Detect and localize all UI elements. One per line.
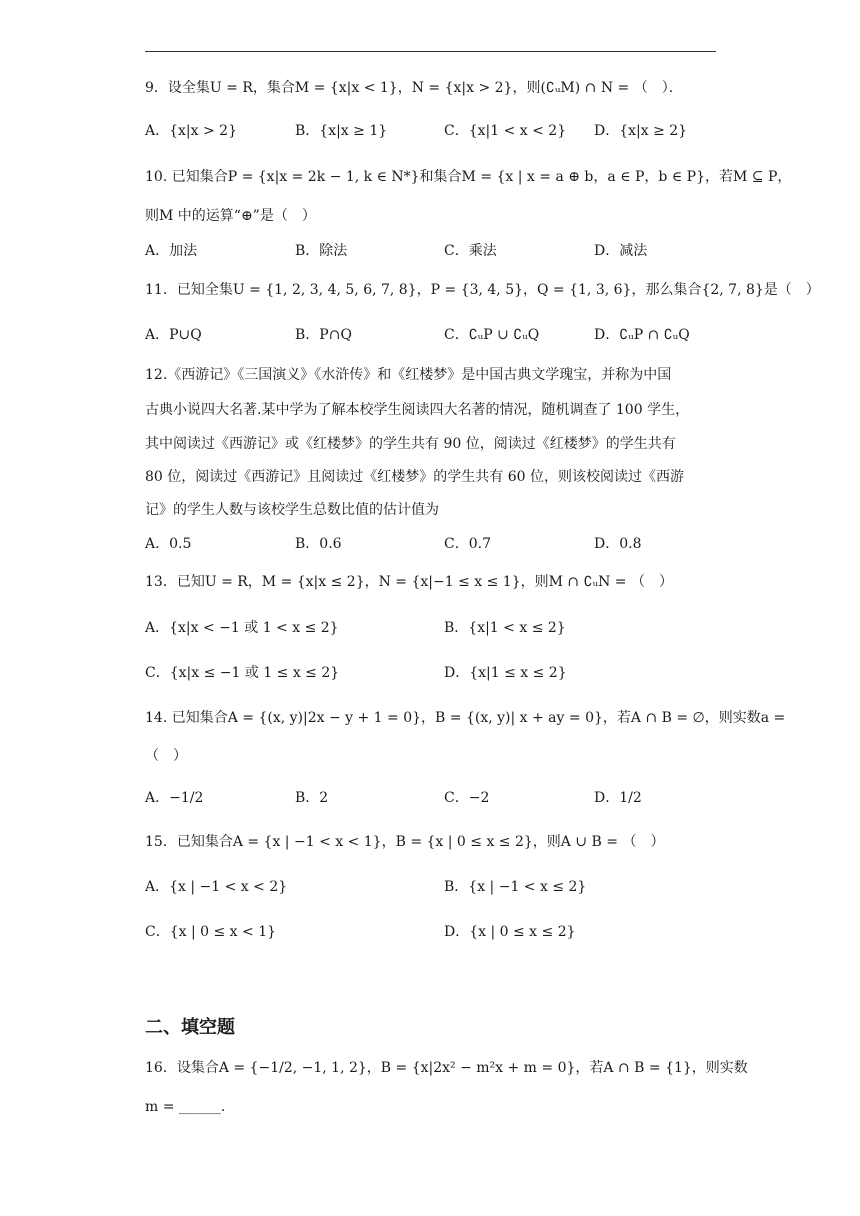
q10-option-b: B．除法 <box>295 243 348 259</box>
header-rule <box>145 51 716 52</box>
question-16-stem: 16．设集合A = {−1/2, −1, 1, 2}，B = {x|2x² − m²x + m = 0}，若A ∩ B = {1}，则实数 <box>145 1060 748 1076</box>
question-13-stem: 13．已知U = R，M = {x|x ≤ 2}，N = {x|−1 ≤ x ≤ 1}，则M ∩ ∁ᵤN = （ ） <box>145 574 673 590</box>
q15-option-b: B．{x | −1 < x ≤ 2} <box>444 879 587 895</box>
q9-option-c: C．{x|1 < x < 2} <box>444 123 567 139</box>
q12-option-a: A．0.5 <box>145 536 192 552</box>
question-11-stem: 11．已知全集U = {1, 2, 3, 4, 5, 6, 7, 8}，P = {3, 4, 5}，Q = {1, 3, 6}，那么集合{2, 7, 8}是（ ） <box>145 282 820 298</box>
q11-option-c: C．∁ᵤP ∪ ∁ᵤQ <box>444 327 540 343</box>
q13-option-d: D．{x|1 ≤ x ≤ 2} <box>444 665 567 681</box>
q14-option-c: C．−2 <box>444 790 490 806</box>
question-12-line-1: 12.《西游记》《三国演义》《水浒传》和《红楼梦》是中国古典文学瑰宝，并称为中国 <box>145 367 672 383</box>
q12-option-b: B．0.6 <box>295 536 342 552</box>
q14-option-a: A．−1/2 <box>145 790 204 806</box>
q10-option-d: D．减法 <box>594 243 648 259</box>
question-10-stem-line2: 则M 中的运算“⊕”是（ ） <box>145 208 316 224</box>
question-14-stem: 14. 已知集合A = {(x, y)|2x − y + 1 = 0}，B = {(x, y)| x + ay = 0}，若A ∩ B = ∅，则实数a = <box>145 710 786 726</box>
q10-option-c: C．乘法 <box>444 243 497 259</box>
question-10-stem: 10. 已知集合P = {x|x = 2k − 1, k ∈ N*}和集合M = {x | x = a ⊕ b，a ∈ P，b ∈ P}，若M ⊆ P， <box>145 169 792 185</box>
q14-option-d: D．1/2 <box>594 790 642 806</box>
q14-option-b: B．2 <box>295 790 329 806</box>
question-9-stem: 9．设全集U = R，集合M = {x|x < 1}，N = {x|x > 2}，则(∁ᵤM) ∩ N = （ ）． <box>145 80 683 96</box>
q11-option-a: A．P∪Q <box>145 327 202 343</box>
q12-option-c: C．0.7 <box>444 536 491 552</box>
question-12-line-4: 80 位，阅读过《西游记》且阅读过《红楼梦》的学生共有 60 位，则该校阅读过《西游 <box>145 469 684 485</box>
section-heading: 二、填空题 <box>145 1017 235 1038</box>
q10-option-a: A．加法 <box>145 243 198 259</box>
q11-option-b: B．P∩Q <box>295 327 352 343</box>
q15-option-d: D．{x | 0 ≤ x ≤ 2} <box>444 924 576 940</box>
question-15-stem: 15．已知集合A = {x | −1 < x < 1}，B = {x | 0 ≤ x ≤ 2}，则A ∪ B = （ ） <box>145 834 665 850</box>
q9-option-a: A．{x|x > 2} <box>145 123 237 139</box>
q15-option-a: A．{x | −1 < x < 2} <box>145 879 288 895</box>
q13-option-b: B．{x|1 < x ≤ 2} <box>444 620 566 636</box>
q12-option-d: D．0.8 <box>594 536 642 552</box>
q15-option-c: C．{x | 0 ≤ x < 1} <box>145 924 277 940</box>
q13-option-a: A．{x|x < −1 或 1 < x ≤ 2} <box>145 620 339 636</box>
question-14-stem-line2: （ ） <box>145 748 187 764</box>
q9-option-b: B．{x|x ≥ 1} <box>295 123 388 139</box>
question-12-line-2: 古典小说四大名著.某中学为了解本校学生阅读四大名著的情况，随机调查了 100 学生， <box>145 402 690 418</box>
q11-option-d: D．∁ᵤP ∩ ∁ᵤQ <box>594 327 690 343</box>
question-12-line-5: 记》的学生人数与该校学生总数比值的估计值为 <box>145 502 439 518</box>
q13-option-c: C．{x|x ≤ −1 或 1 ≤ x ≤ 2} <box>145 665 340 681</box>
question-16-answer-line: m = ______. <box>145 1099 226 1115</box>
q9-option-d: D．{x|x ≥ 2} <box>594 123 688 139</box>
question-12-line-3: 其中阅读过《西游记》或《红楼梦》的学生共有 90 位，阅读过《红楼梦》的学生共有 <box>145 436 676 452</box>
